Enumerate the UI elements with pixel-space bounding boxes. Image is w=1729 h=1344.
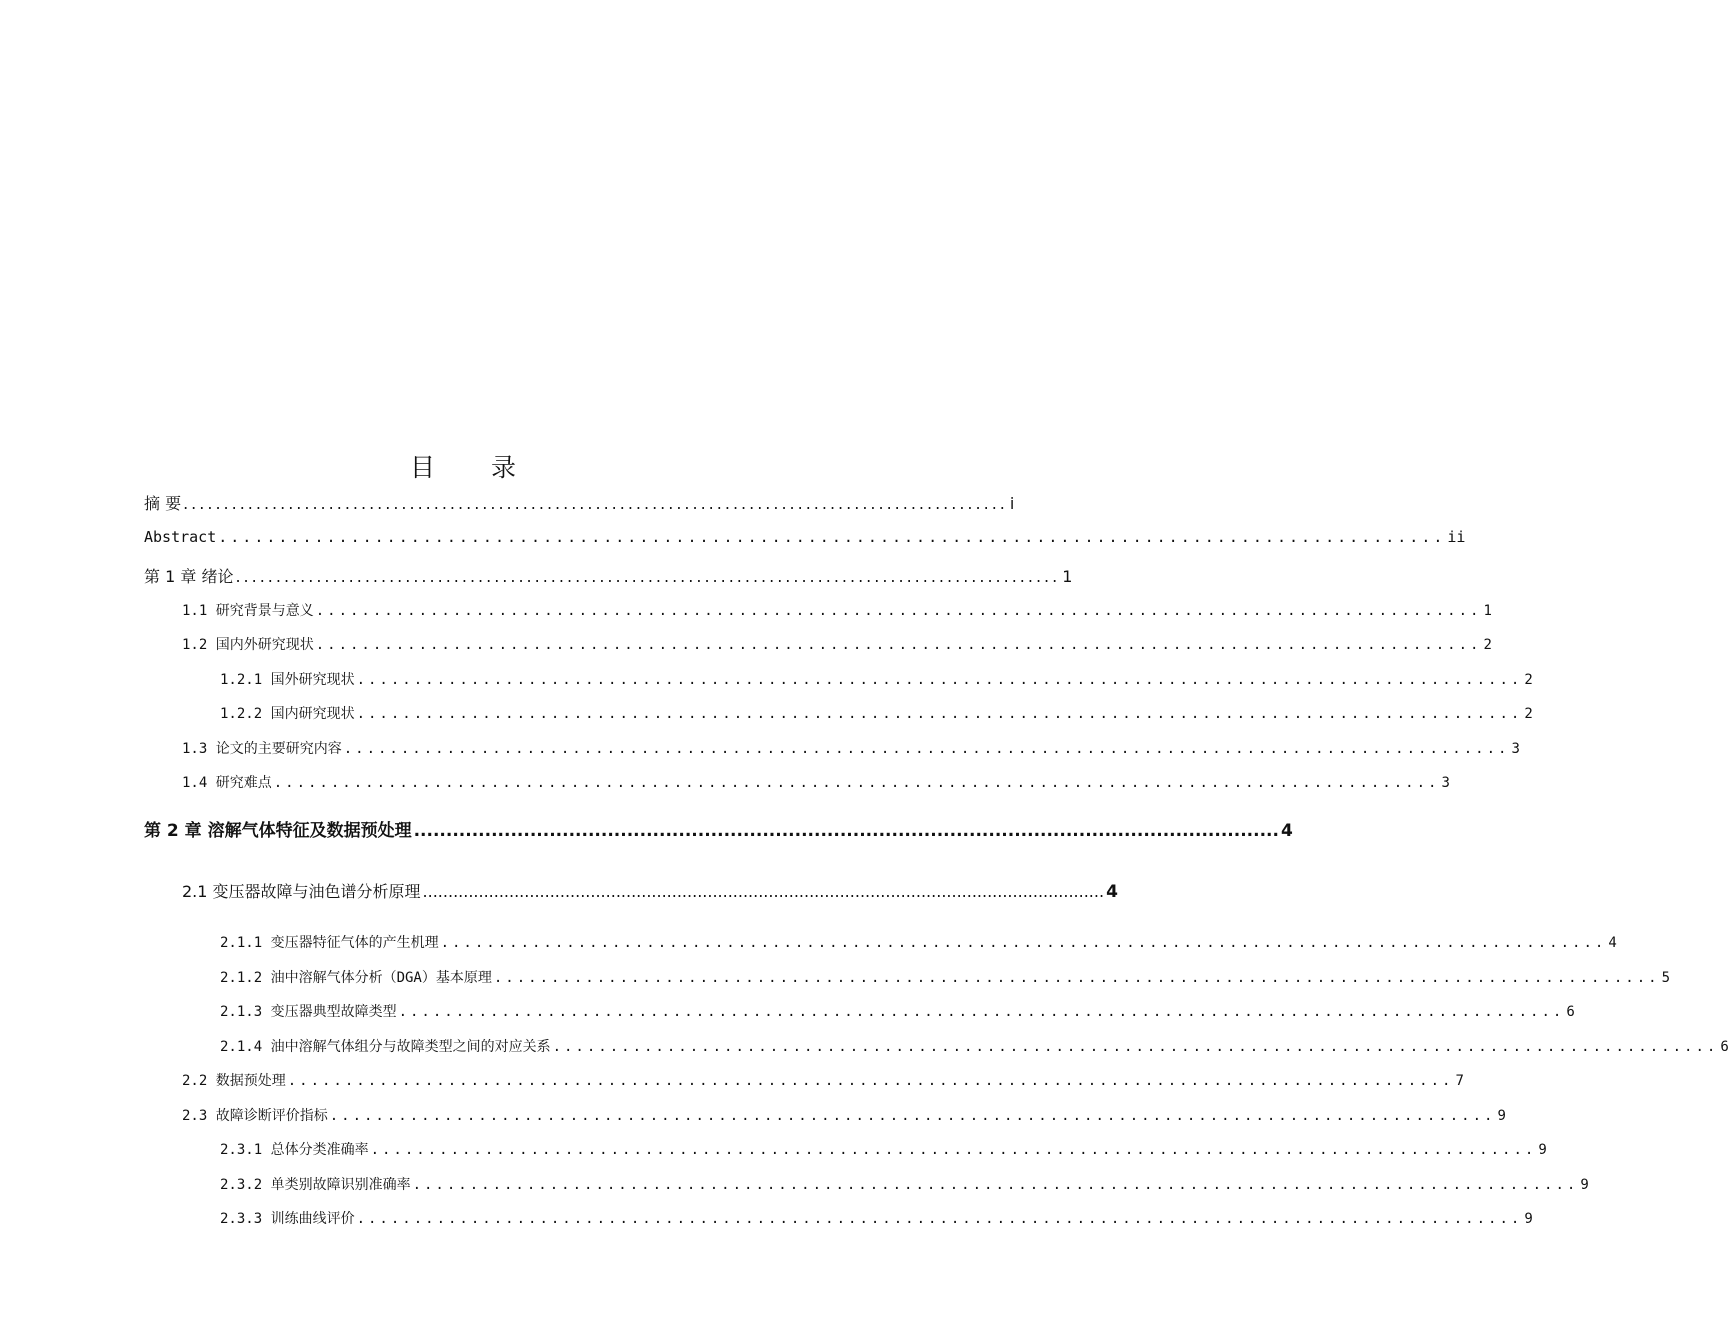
- toc-leader: ......................................................................................................: [183, 494, 1008, 513]
- toc-entry-abstract-cn[interactable]: [144, 491, 1015, 514]
- toc-entry-page: 9: [1497, 1108, 1506, 1124]
- toc-entry-label: Abstract: [144, 528, 217, 546]
- toc-entry-abstract-en[interactable]: [144, 528, 1466, 546]
- toc-leader: ......................................................................................................: [493, 970, 1660, 986]
- toc-entry-1-1[interactable]: [182, 600, 1492, 620]
- toc-leader: ......................................................................................................: [356, 672, 1523, 688]
- toc-entry-label: 2.1 变压器故障与油色谱分析原理: [182, 882, 421, 901]
- toc-entry-label: 2.1.1 变压器特征气体的产生机理: [220, 935, 439, 951]
- toc-entry-2-1-3[interactable]: [220, 1001, 1575, 1021]
- toc-entry-label: 2.3.1 总体分类准确率: [220, 1142, 369, 1158]
- toc-entry-label: 1.3 论文的主要研究内容: [182, 741, 342, 757]
- toc-entry-1-2[interactable]: [182, 634, 1492, 654]
- toc-entry-page: 2: [1524, 672, 1533, 688]
- toc-entry-2-1[interactable]: [182, 879, 1118, 902]
- toc-entry-label: 1.2.2 国内研究现状: [220, 706, 355, 722]
- toc-leader: ......................................................................................................: [552, 1039, 1719, 1055]
- toc-entry-2-3-3[interactable]: [220, 1208, 1533, 1228]
- toc-leader: ......................................................................................................: [356, 1211, 1523, 1227]
- toc-title: 目 录: [410, 453, 540, 482]
- toc-leader: ......................................................................................................: [356, 706, 1523, 722]
- toc-entry-1-3[interactable]: [182, 738, 1520, 758]
- toc-entry-page: 2: [1483, 637, 1492, 653]
- toc-leader: ......................................................................................................: [440, 935, 1607, 951]
- toc-leader: ......................................................................................................................................: [422, 882, 1105, 901]
- toc-entry-2-3[interactable]: [182, 1105, 1506, 1125]
- toc-entry-1-2-2[interactable]: [220, 703, 1533, 723]
- toc-entry-page: 6: [1720, 1039, 1729, 1055]
- toc-entry-chapter-2[interactable]: [144, 816, 1293, 841]
- toc-entry-page: 1: [1483, 603, 1492, 619]
- toc-leader: ......................................................................................................: [329, 1108, 1496, 1124]
- toc-leader: ......................................................................................................: [398, 1004, 1565, 1020]
- toc-entry-2-1-2[interactable]: [220, 967, 1671, 987]
- toc-entry-page: 9: [1538, 1142, 1547, 1158]
- toc-entry-label: 第 2 章 溶解气体特征及数据预处理: [144, 821, 412, 841]
- toc-entry-page: 4: [1106, 882, 1118, 902]
- toc-entry-page: 4: [1280, 821, 1293, 841]
- toc-leader: ......................................................................................................: [218, 528, 1446, 546]
- toc-leader: ......................................................................................................: [235, 567, 1061, 586]
- toc-leader: ......................................................................................................: [370, 1142, 1537, 1158]
- toc-leader: ......................................................................................................: [412, 1177, 1579, 1193]
- toc-leader: ......................................................................................................: [343, 741, 1510, 757]
- toc-entry-1-2-1[interactable]: [220, 669, 1533, 689]
- toc-entry-page: 3: [1511, 741, 1520, 757]
- toc-leader: ......................................................................................................: [287, 1073, 1454, 1089]
- toc-entry-page: 3: [1441, 775, 1450, 791]
- toc-entry-page: 4: [1608, 935, 1617, 951]
- toc-entry-1-4[interactable]: [182, 772, 1450, 792]
- toc-entry-page: 6: [1566, 1004, 1575, 1020]
- toc-leader: ......................................................................................................................................: [413, 821, 1279, 841]
- toc-leader: ......................................................................................................: [315, 637, 1482, 653]
- toc-entry-page: 7: [1455, 1073, 1464, 1089]
- toc-entry-label: 2.2 数据预处理: [182, 1073, 286, 1089]
- toc-leader: ......................................................................................................: [273, 775, 1440, 791]
- toc-entry-label: 第 1 章 绪论: [144, 567, 234, 586]
- toc-entry-page: ii: [1447, 528, 1466, 546]
- toc-entry-2-3-2[interactable]: [220, 1174, 1589, 1194]
- toc-entry-label: 2.3.2 单类别故障识别准确率: [220, 1177, 411, 1193]
- toc-entry-label: 1.4 研究难点: [182, 775, 272, 791]
- toc-entry-page: 9: [1524, 1211, 1533, 1227]
- toc-entry-page: 5: [1661, 970, 1671, 986]
- toc-entry-2-1-1[interactable]: [220, 932, 1617, 952]
- toc-entry-label: 2.1.4 油中溶解气体组分与故障类型之间的对应关系: [220, 1039, 551, 1055]
- toc-entry-page: 1: [1062, 567, 1073, 586]
- toc-entry-label: 2.1.2 油中溶解气体分析（DGA）基本原理: [220, 970, 492, 986]
- toc-entry-label: 2.3.3 训练曲线评价: [220, 1211, 355, 1227]
- toc-entry-chapter-1[interactable]: [144, 564, 1073, 587]
- toc-entry-2-3-1[interactable]: [220, 1139, 1547, 1159]
- toc-entry-label: 1.2.1 国外研究现状: [220, 672, 355, 688]
- toc-entry-page: 9: [1580, 1177, 1589, 1193]
- toc-entry-label: 2.3 故障诊断评价指标: [182, 1108, 328, 1124]
- toc-entry-2-1-4[interactable]: [220, 1036, 1729, 1056]
- toc-entry-label: 摘 要: [144, 494, 182, 513]
- toc-entry-label: 1.1 研究背景与意义: [182, 603, 314, 619]
- toc-entry-2-2[interactable]: [182, 1070, 1464, 1090]
- toc-entry-page: 2: [1524, 706, 1533, 722]
- toc-entry-label: 1.2 国内外研究现状: [182, 637, 314, 653]
- toc-entry-page: i: [1009, 494, 1015, 513]
- toc-leader: ......................................................................................................: [315, 603, 1482, 619]
- toc-entry-label: 2.1.3 变压器典型故障类型: [220, 1004, 397, 1020]
